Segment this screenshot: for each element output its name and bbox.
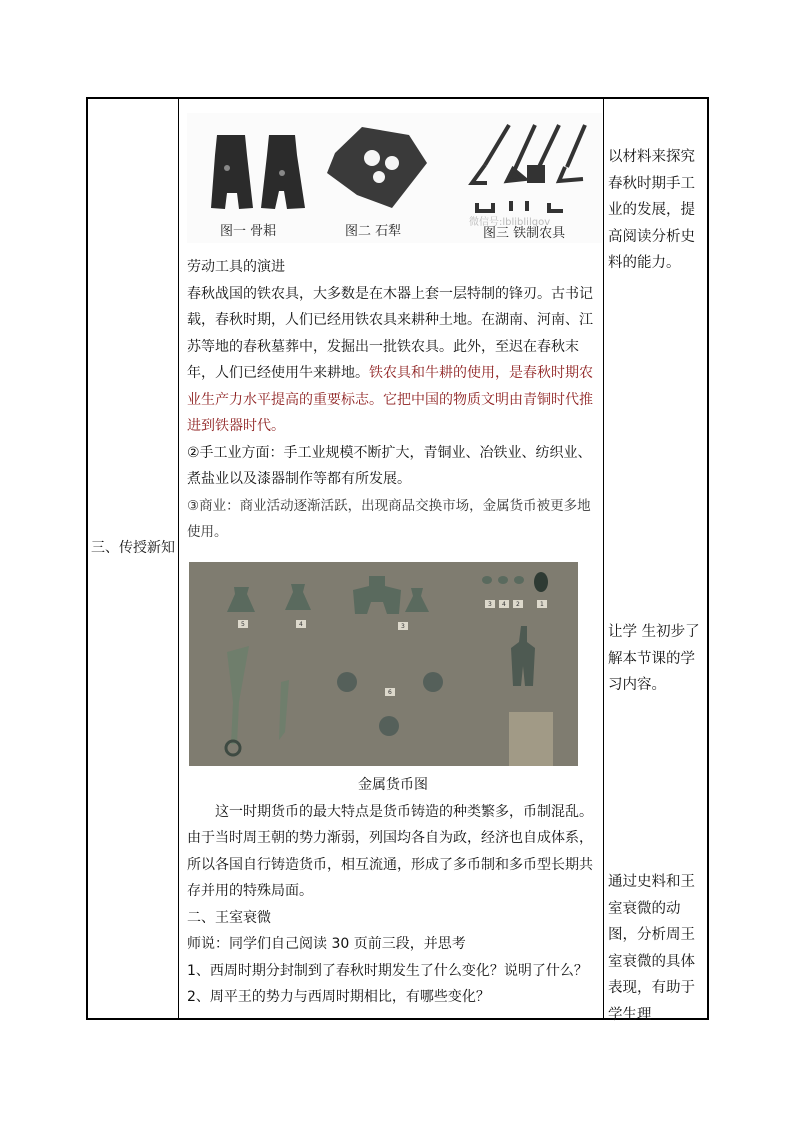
iron-tools-text: 春秋战国的铁农具，大多数是在木器上套一层特制的锋刃。古书记载，春秋时期，人们已经用铁农具来耕种土地。在湖南、河南、江苏等地的春秋墓葬中，发掘出一批铁农具。此外，至迟在春秋末年，人们已经使用牛来耕地。 xyxy=(187,285,593,381)
coin-round-3 xyxy=(379,716,399,736)
fig-label-2: 图二 石犁 xyxy=(345,224,402,239)
coin-label-1: 5 xyxy=(241,621,245,628)
watermark: 微信号:lbliblilgov xyxy=(469,217,551,228)
note-2: 让学 生初步了解本节课的学习内容。 xyxy=(608,624,700,693)
coin-label-3: 3 xyxy=(401,623,405,630)
column-divider-2 xyxy=(603,99,604,1018)
coin-label-4: 3 xyxy=(488,601,492,608)
handicraft-paragraph: ②手工业方面：手工业规模不断扩大，青铜业、冶铁业、纺织业、煮盐业以及漆器制作等都有所发展。 xyxy=(187,444,592,487)
iron-tools-highlight: 铁农具和牛耕的使用，是春秋时期农业生产力水平提高的重要标志。它把中国的物质文明由青铜时代推进到铁器时代。 xyxy=(187,365,593,434)
coin-label-6: 2 xyxy=(516,601,520,608)
question-2: 2、周平王的势力与西周时期相比，有哪些变化？ xyxy=(187,989,490,1005)
coin-plaque xyxy=(509,712,553,766)
section-label: 三、传授新知 xyxy=(91,540,175,556)
currency-paragraph: 这一时期货币的最大特点是货币铸造的种类繁多，币制混乱。由于当时周王朝的势力渐弱，列国均各自为政，经济也自成体系，所以各国自行铸造货币，相互流通，形成了多币制和多币型长期共存并用的特殊局面。 xyxy=(187,803,593,899)
coin-label-5: 4 xyxy=(502,601,506,608)
question-1: 1、西周时期分封制到了春秋时期发生了什么变化？说明了什么？ xyxy=(187,962,588,979)
note-1: 以材料来探究春秋时期手工业的发展，提高阅读分析史料的能力。 xyxy=(608,149,695,271)
coin-round-2 xyxy=(423,672,443,692)
iron-tools-paragraph xyxy=(187,281,599,440)
column-divider-1 xyxy=(178,99,179,1018)
coin-label-2: 4 xyxy=(299,621,303,628)
tools-heading: 劳动工具的演进 xyxy=(187,259,285,275)
tools-figure xyxy=(187,113,602,243)
coin-label-8: 6 xyxy=(388,689,392,696)
coin-round-1 xyxy=(337,672,357,692)
fig-label-1: 图一 骨耜 xyxy=(220,224,277,239)
figure-caption: 金属货币图 xyxy=(358,777,428,793)
teacher-instruction: 师说：同学们自己阅读 30 页前三段，并思考 xyxy=(187,936,466,952)
metal-currency-photo xyxy=(189,562,578,766)
coin-ant-1 xyxy=(482,576,492,584)
main-content-2 xyxy=(187,772,599,1011)
coin-ant-3 xyxy=(514,576,524,584)
note-3: 通过史料和王室衰微的动图，分析周王室衰微的具体表现，有助于学生理 xyxy=(608,874,695,1023)
lesson-table xyxy=(86,97,709,1023)
coin-ant-2 xyxy=(498,576,508,584)
commerce-paragraph: ③商业：商业活动逐渐活跃，出现商品交换市场，金属货币被更多地使用。 xyxy=(187,497,591,540)
fig-label-3: 图三 铁制农具 xyxy=(483,226,566,241)
coin-ant-4 xyxy=(534,572,548,592)
coin-label-7: 1 xyxy=(540,601,544,608)
main-content xyxy=(187,254,599,546)
section-heading-2: 二、王室衰微 xyxy=(187,909,271,926)
